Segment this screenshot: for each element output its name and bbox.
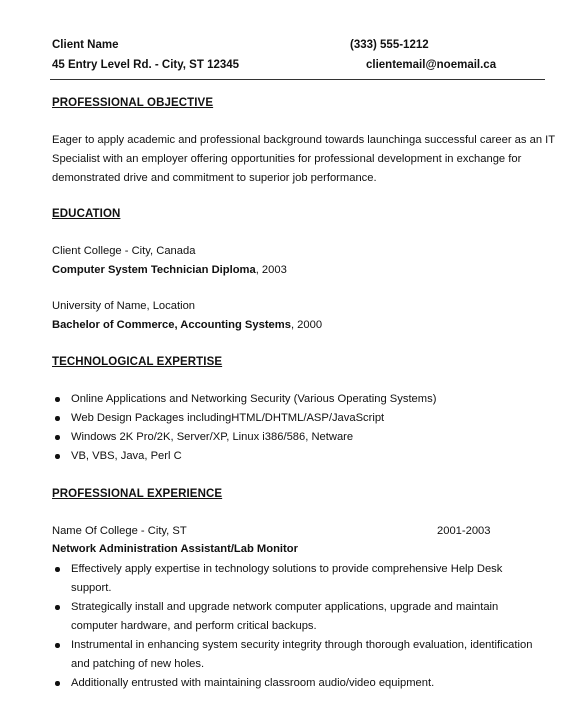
bullet-icon [55,435,60,440]
education-year-2: , 2000 [290,319,323,331]
experience-heading: PROFESSIONAL EXPERIENCE [52,488,223,500]
expertise-heading: TECHNOLOGICAL EXPERTISE [52,356,223,368]
address: 45 Entry Level Rd. - City, ST 12345 [52,59,240,71]
objective-line-1: Eager to apply academic and professional background towards launchinga successful career as an IT [52,134,556,146]
education-year-1: , 2003 [255,264,287,276]
list-item [52,636,542,674]
education-school-1: Client College - City, Canada [52,245,196,257]
education-degree-2: Bachelor of Commerce, Accounting Systems [52,319,291,331]
phone-number: (333) 555-1212 [350,39,429,51]
list-item [52,598,542,636]
list-item [52,447,542,466]
experience-item-text: Strategically install and upgrade network computer applications, upgrade and maintain computer hardware, and perform critical backups. [71,601,499,632]
expertise-item-text: Web Design Packages includingHTML/DHTML/ASP/JavaScript [71,412,385,424]
expertise-item-text: Online Applications and Networking Security (Various Operating Systems) [71,393,437,405]
bullet-icon [55,454,60,459]
experience-dates: 2001-2003 [437,525,491,537]
objective-heading: PROFESSIONAL OBJECTIVE [52,97,214,109]
experience-employer: Name Of College - City, ST [52,525,187,537]
list-item [52,560,542,598]
bullet-icon [55,605,60,610]
list-item [52,428,542,447]
bullet-icon [55,681,60,686]
bullet-icon [55,416,60,421]
header-divider [50,79,545,80]
experience-item-text: Instrumental in enhancing system security integrity through thorough evaluation, identification and patching of new holes. [71,639,533,670]
education-degree-line-2 [52,319,322,331]
experience-item-text: Effectively apply expertise in technology solutions to provide comprehensive Help Desk support. [71,563,503,594]
education-degree-line-1 [52,264,287,276]
education-degree-1: Computer System Technician Diploma [52,264,256,276]
bullet-icon [55,643,60,648]
expertise-item-text: Windows 2K Pro/2K, Server/XP, Linux i386/586, Netware [71,431,354,443]
experience-item-text: Additionally entrusted with maintaining classroom audio/video equipment. [71,677,435,689]
client-name: Client Name [52,39,119,51]
education-school-2: University of Name, Location [52,300,196,312]
expertise-list [52,390,542,466]
list-item [52,674,542,693]
list-item [52,409,542,428]
experience-position: Network Administration Assistant/Lab Monitor [52,543,298,555]
bullet-icon [55,567,60,572]
expertise-item-text: VB, VBS, Java, Perl C [71,450,182,462]
email-address: clientemail@noemail.ca [366,59,497,71]
education-heading: EDUCATION [52,208,121,220]
list-item [52,390,542,409]
objective-line-2: Specialist with an employer offering opportunities for professional development in exchange for [52,153,522,165]
objective-line-3: demonstrated drive and commitment to superior job performance. [52,172,377,184]
experience-list [52,560,542,693]
bullet-icon [55,397,60,402]
